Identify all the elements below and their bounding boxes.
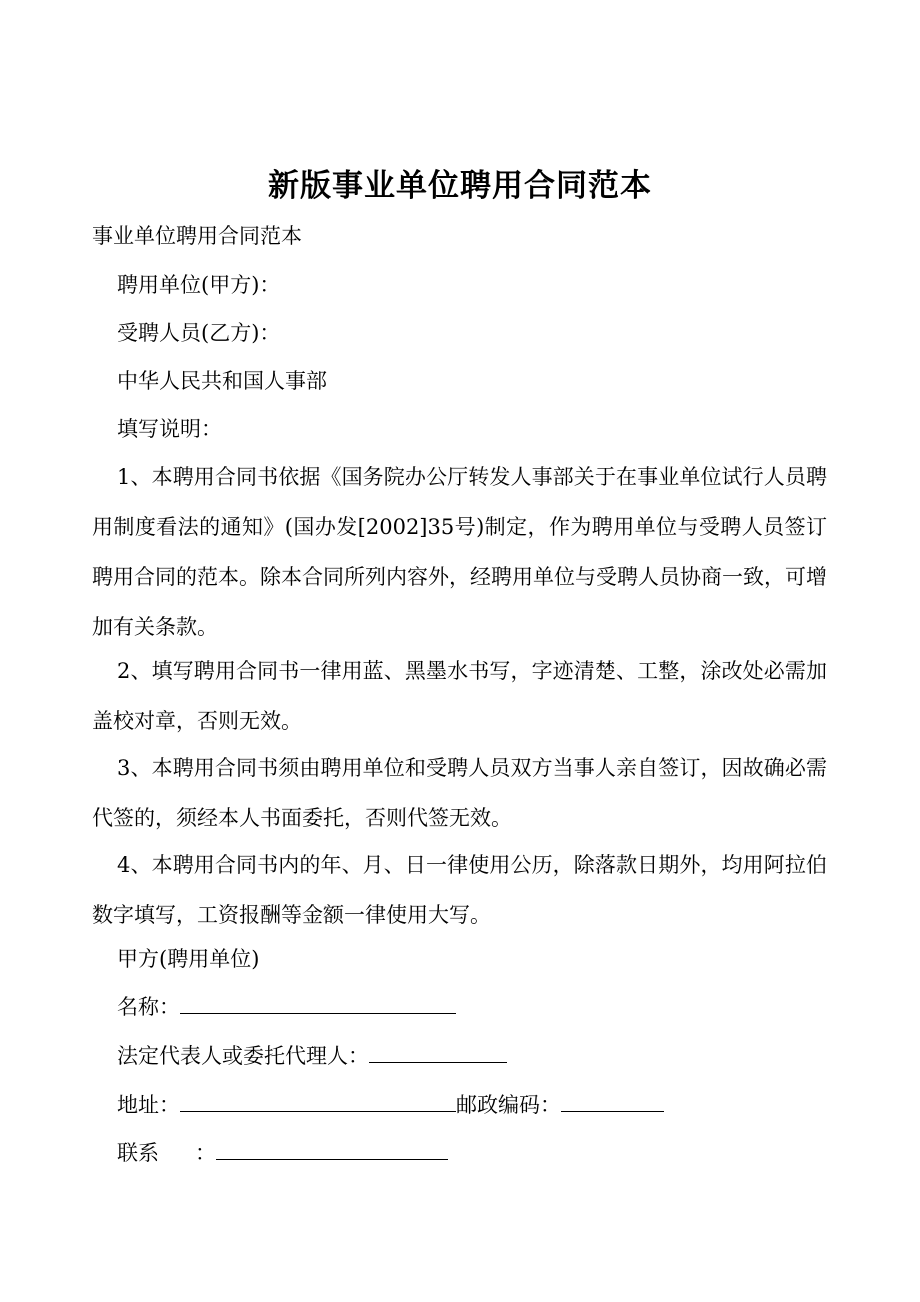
name-field-blank[interactable] [180, 995, 456, 1014]
document-title: 新版事业单位聘用合同范本 [268, 168, 652, 204]
contact-field-colon: ： [195, 1141, 216, 1165]
name-field-label: 名称： [117, 995, 180, 1019]
postcode-field-blank[interactable] [561, 1093, 664, 1112]
instruction-item-4: 4、本聘用合同书内的年、月、日一律使用公历，除落款日期外，均用阿拉伯数字填写，工资报酬等金额一律使用大写。 [92, 853, 827, 927]
address-field-row [117, 1090, 857, 1120]
representative-field-label: 法定代表人或委托代理人： [117, 1044, 369, 1068]
address-field-label: 地址： [117, 1093, 180, 1117]
document-subtitle: 事业单位聘用合同范本 [92, 224, 302, 248]
contact-field-row [117, 1138, 857, 1168]
instruction-item-1: 1、本聘用合同书依据《国务院办公厅转发人事部关于在事业单位试行人员聘用制度看法的通知》(国办发[2002]35号)制定，作为聘用单位与受聘人员签订聘用合同的范本。除本合同所列内容外，经聘用单位与受聘人员协商一致，可增加有关条款。 [92, 465, 827, 639]
address-field-blank[interactable] [180, 1093, 456, 1112]
postcode-field-label: 邮政编码： [456, 1093, 561, 1117]
instructions-heading: 填写说明： [117, 417, 222, 441]
instruction-item-3: 3、本聘用合同书须由聘用单位和受聘人员双方当事人亲自签订，因故确必需代签的，须经本人书面委托，否则代签无效。 [92, 756, 827, 830]
name-field-row [117, 992, 857, 1022]
issuer-name: 中华人民共和国人事部 [117, 369, 327, 393]
contact-field-label: 联系 [117, 1141, 159, 1165]
representative-field-row [117, 1041, 857, 1071]
contact-field-blank[interactable] [216, 1141, 448, 1160]
employer-label: 聘用单位(甲方)： [117, 273, 281, 297]
employee-label: 受聘人员(乙方)： [117, 321, 281, 345]
representative-field-blank[interactable] [369, 1044, 507, 1063]
instruction-item-2: 2、填写聘用合同书一律用蓝、黑墨水书写，字迹清楚、工整，涂改处必需加盖校对章，否则无效。 [92, 659, 827, 733]
party-a-heading: 甲方(聘用单位) [117, 947, 260, 971]
